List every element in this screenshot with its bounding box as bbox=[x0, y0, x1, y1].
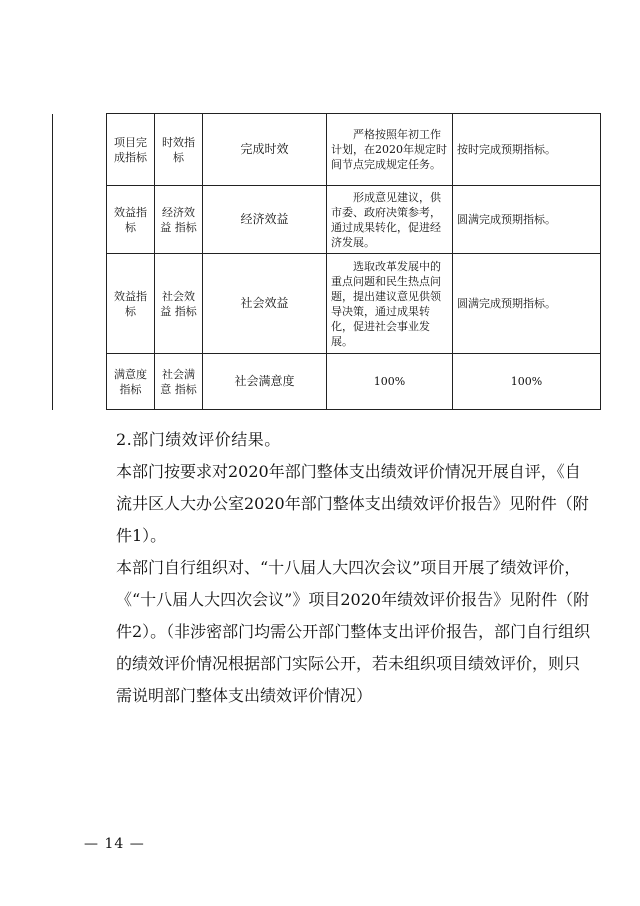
table-cell-target: 100% bbox=[327, 354, 453, 410]
table-row bbox=[53, 254, 601, 354]
table-cell-level2: 经济效益 指标 bbox=[155, 186, 203, 254]
table-cell-empty bbox=[53, 254, 107, 354]
table-row bbox=[53, 354, 601, 410]
table-cell-target bbox=[327, 114, 453, 186]
table-cell-indicator: 社会满意度 bbox=[203, 354, 327, 410]
target-text: 严格按照年初工作计划，在2020年规定时间节点完成规定任务。 bbox=[331, 128, 447, 171]
table-cell-level1: 满意度指标 bbox=[107, 354, 155, 410]
section-heading: 2.部门绩效评价结果。 bbox=[116, 430, 281, 449]
table-cell-level1: 效益指标 bbox=[107, 254, 155, 354]
table-cell-target bbox=[327, 254, 453, 354]
table-cell-empty bbox=[53, 186, 107, 254]
table-cell-result: 按时完成预期指标。 bbox=[453, 114, 601, 186]
table-cell-level2: 社会效益 指标 bbox=[155, 254, 203, 354]
paragraph-project-evaluation bbox=[84, 552, 594, 712]
table-cell-level2: 时效指标 bbox=[155, 114, 203, 186]
table-row bbox=[53, 114, 601, 186]
paragraph-text: 本部门按要求对2020年部门整体支出绩效评价情况开展自评，《自流井区人大办公室2020年部门整体支出绩效评价报告》见附件（附件1）。 bbox=[116, 462, 589, 545]
performance-indicator-table bbox=[52, 113, 601, 410]
table-cell-empty bbox=[53, 114, 107, 186]
table-cell-indicator: 经济效益 bbox=[203, 186, 327, 254]
table-cell-result: 圆满完成预期指标。 bbox=[453, 186, 601, 254]
target-text: 选取改革发展中的重点问题和民生热点问题，提出建议意见供领导决策，通过成果转化，促进社会事业发展。 bbox=[331, 259, 441, 348]
target-text: 形成意见建议，供市委、政府决策参考，通过成果转化，促进经济发展。 bbox=[331, 190, 441, 249]
page-number: — 14 — bbox=[84, 836, 145, 852]
table-cell-indicator: 完成时效 bbox=[203, 114, 327, 186]
paragraph-text: 本部门自行组织对、“十八届人大四次会议”项目开展了绩效评价，《“十八届人大四次会议”》项目2020年绩效评价报告》见附件（附件2）。（非涉密部门均需公开部门整体支出评价报告，部门自行组织的绩效评价情况根据部门实际公开，若未组织项目绩效评价，则只需说明部门整体支出绩效评价情况） bbox=[116, 558, 591, 705]
table-cell-empty bbox=[53, 354, 107, 410]
table-row bbox=[53, 186, 601, 254]
table-cell-indicator: 社会效益 bbox=[203, 254, 327, 354]
paragraph-self-evaluation bbox=[84, 456, 594, 552]
table-cell-level1: 效益指标 bbox=[107, 186, 155, 254]
table-cell-result: 圆满完成预期指标。 bbox=[453, 254, 601, 354]
table-cell-level1: 项目完成指标 bbox=[107, 114, 155, 186]
table-cell-target bbox=[327, 186, 453, 254]
table-cell-result: 100% bbox=[453, 354, 601, 410]
table-cell-level2: 社会满意 指标 bbox=[155, 354, 203, 410]
